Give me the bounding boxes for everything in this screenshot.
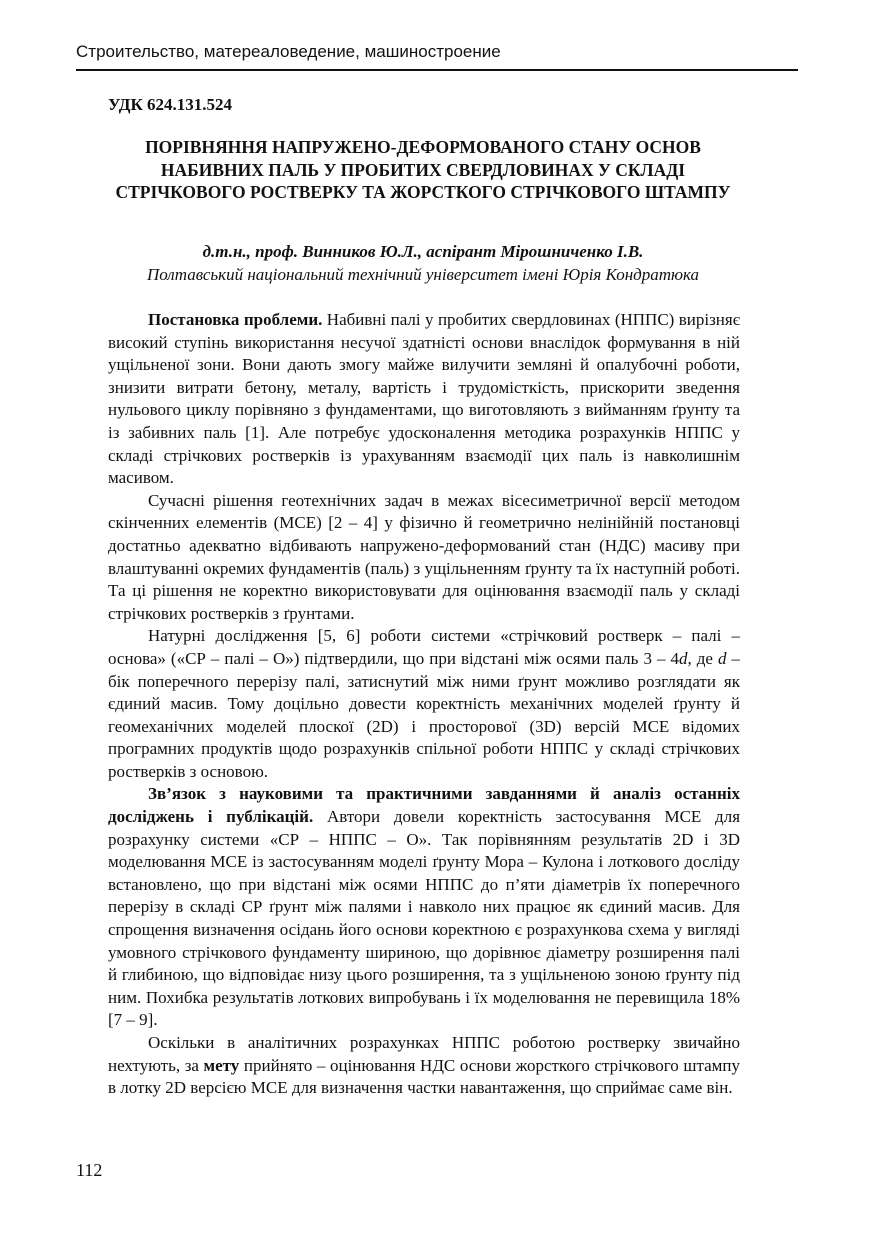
paragraph-text: Натурні дослідження [5, 6] роботи системи «стрічковий ростверк – палі – основа» («СР – палі – О») підтвердили, що при відстані між осями паль bbox=[108, 626, 740, 668]
paragraph-problem-statement bbox=[108, 309, 740, 490]
formula-variable: d bbox=[717, 648, 727, 668]
paragraph-text: Набивні палі у пробитих свердловинах (НППС) вирізняє високий ступінь використання несучої здатністі основи внаслідок формування в ній ущільненої зони. Вони дають змогу майже вилучити земляні й опалубочні роботи, знизити витрати бетону, металу, вартість і трудомісткість, прискорити зведення нульового циклу порівняно з фундаментами, що виготовляють з вийманням ґрунту та із забивних паль [1]. Але потребує удосконалення методика розрахунків НППС у складі стрічкових ростверків із урахуванням взаємодії цих паль із навколишнім масивом. bbox=[108, 310, 741, 488]
paragraph-lead: Зв’язок з науковими та практичними завданнями й аналіз останніх досліджень і публікацій. bbox=[108, 784, 740, 827]
paragraph-text: прийнято – оцінювання НДС основи жорсткого стрічкового штампу в лотку 2D версією МСЕ для визначення частки навантаження, що сприймає саме він. bbox=[108, 1055, 740, 1098]
article-title: ПОРІВНЯННЯ НАПРУЖЕНО-ДЕФОРМОВАНОГО СТАНУ ОСНОВ НАБИВНИХ ПАЛЬ У ПРОБИТИХ СВЕРДЛОВИНАХ У СКЛАДІ СТРІЧКОВОГО РОСТВЕРКУ ТА ЖОРСТКОГО СТРІЧКОВОГО ШТАМПУ bbox=[115, 137, 731, 202]
running-header: Строительство, матереаловедение, машиностроение bbox=[76, 42, 501, 61]
paragraph-modern-solutions bbox=[108, 490, 740, 626]
paragraph-field-studies bbox=[108, 625, 740, 783]
header-rule bbox=[76, 69, 798, 71]
formula-variable: d bbox=[678, 648, 688, 668]
paragraph-lead: Постановка проблеми. bbox=[148, 310, 323, 329]
article-body bbox=[108, 309, 740, 1100]
article-authors: д.т.н., проф. Винников Ю.Л., аспірант Мірошниченко І.В. bbox=[202, 242, 644, 261]
formula-range: 3 – 4 bbox=[643, 648, 679, 668]
paragraph-text: Сучасні рішення геотехнічних задач в межах вісесиметричної версії методом скінченних елементів (МСЕ) [2 – 4] у фізично й геометрично нелінійній постановці достатньо адекватно відбивають напружено-деформований стан (НДС) масиву при влаштуванні окремих фундаментів (паль) з ущільненням ґрунту та їх наступній роботі. Та ці рішення не коректно використовувати для оцінювання взаємодії паль у складі стрічкових ростверків з ґрунтами. bbox=[108, 490, 740, 623]
goal-keyword: мету bbox=[203, 1055, 240, 1075]
paragraph-goal bbox=[108, 1032, 740, 1100]
paragraph-text: Оскільки в аналітичних розрахунках НППС роботою ростверку звичайно нехтують, за bbox=[108, 1033, 740, 1075]
paragraph-text: , де bbox=[687, 648, 718, 668]
paragraph-text: Автори довели коректність застосування МСЕ для розрахунку системи «СР – НППС – О». Так порівнянням результатів 2D і 3D моделювання МСЕ із застосуванням моделі ґрунту Мора – Кулона і лоткового досліду встановлено, що при відстані між осями НППС до п’яти діаметрів їх поперечного перерізу в складі СР ґрунт між палями і навколо них працює як єдиний масив. Для спрощення визначення осідань його основи коректною є розрахункова схема у вигляді умовного стрічкового фундаменту шириною, що дорівнює діаметру розширення палі й глибиною, що відповідає низу цього розширення, та з ущільненою зоною ґрунту під ним. Похибка результатів лоткових випробувань і їх моделювання не перевищила 18% [7 – 9]. bbox=[108, 807, 741, 1030]
paragraph-text: – бік поперечного перерізу палі, затиснутий між ними ґрунт можливо розглядати як єдиний масив. Тому доцільно довести коректність механічних моделей ґрунту й геомеханічних моделей плоскої (2D) і просторової (3D) версій МСЕ відомих програмних продуктів щодо розрахунків спільної роботи НППС у складі стрічкових ростверків з основою. bbox=[108, 648, 741, 781]
page-number: 112 bbox=[76, 1160, 103, 1180]
author-affiliation: Полтавський національний технічний університет імені Юрія Кондратюка bbox=[146, 265, 700, 284]
udk-code: УДК 624.131.524 bbox=[108, 95, 233, 114]
paragraph-literature-review bbox=[108, 783, 740, 1032]
